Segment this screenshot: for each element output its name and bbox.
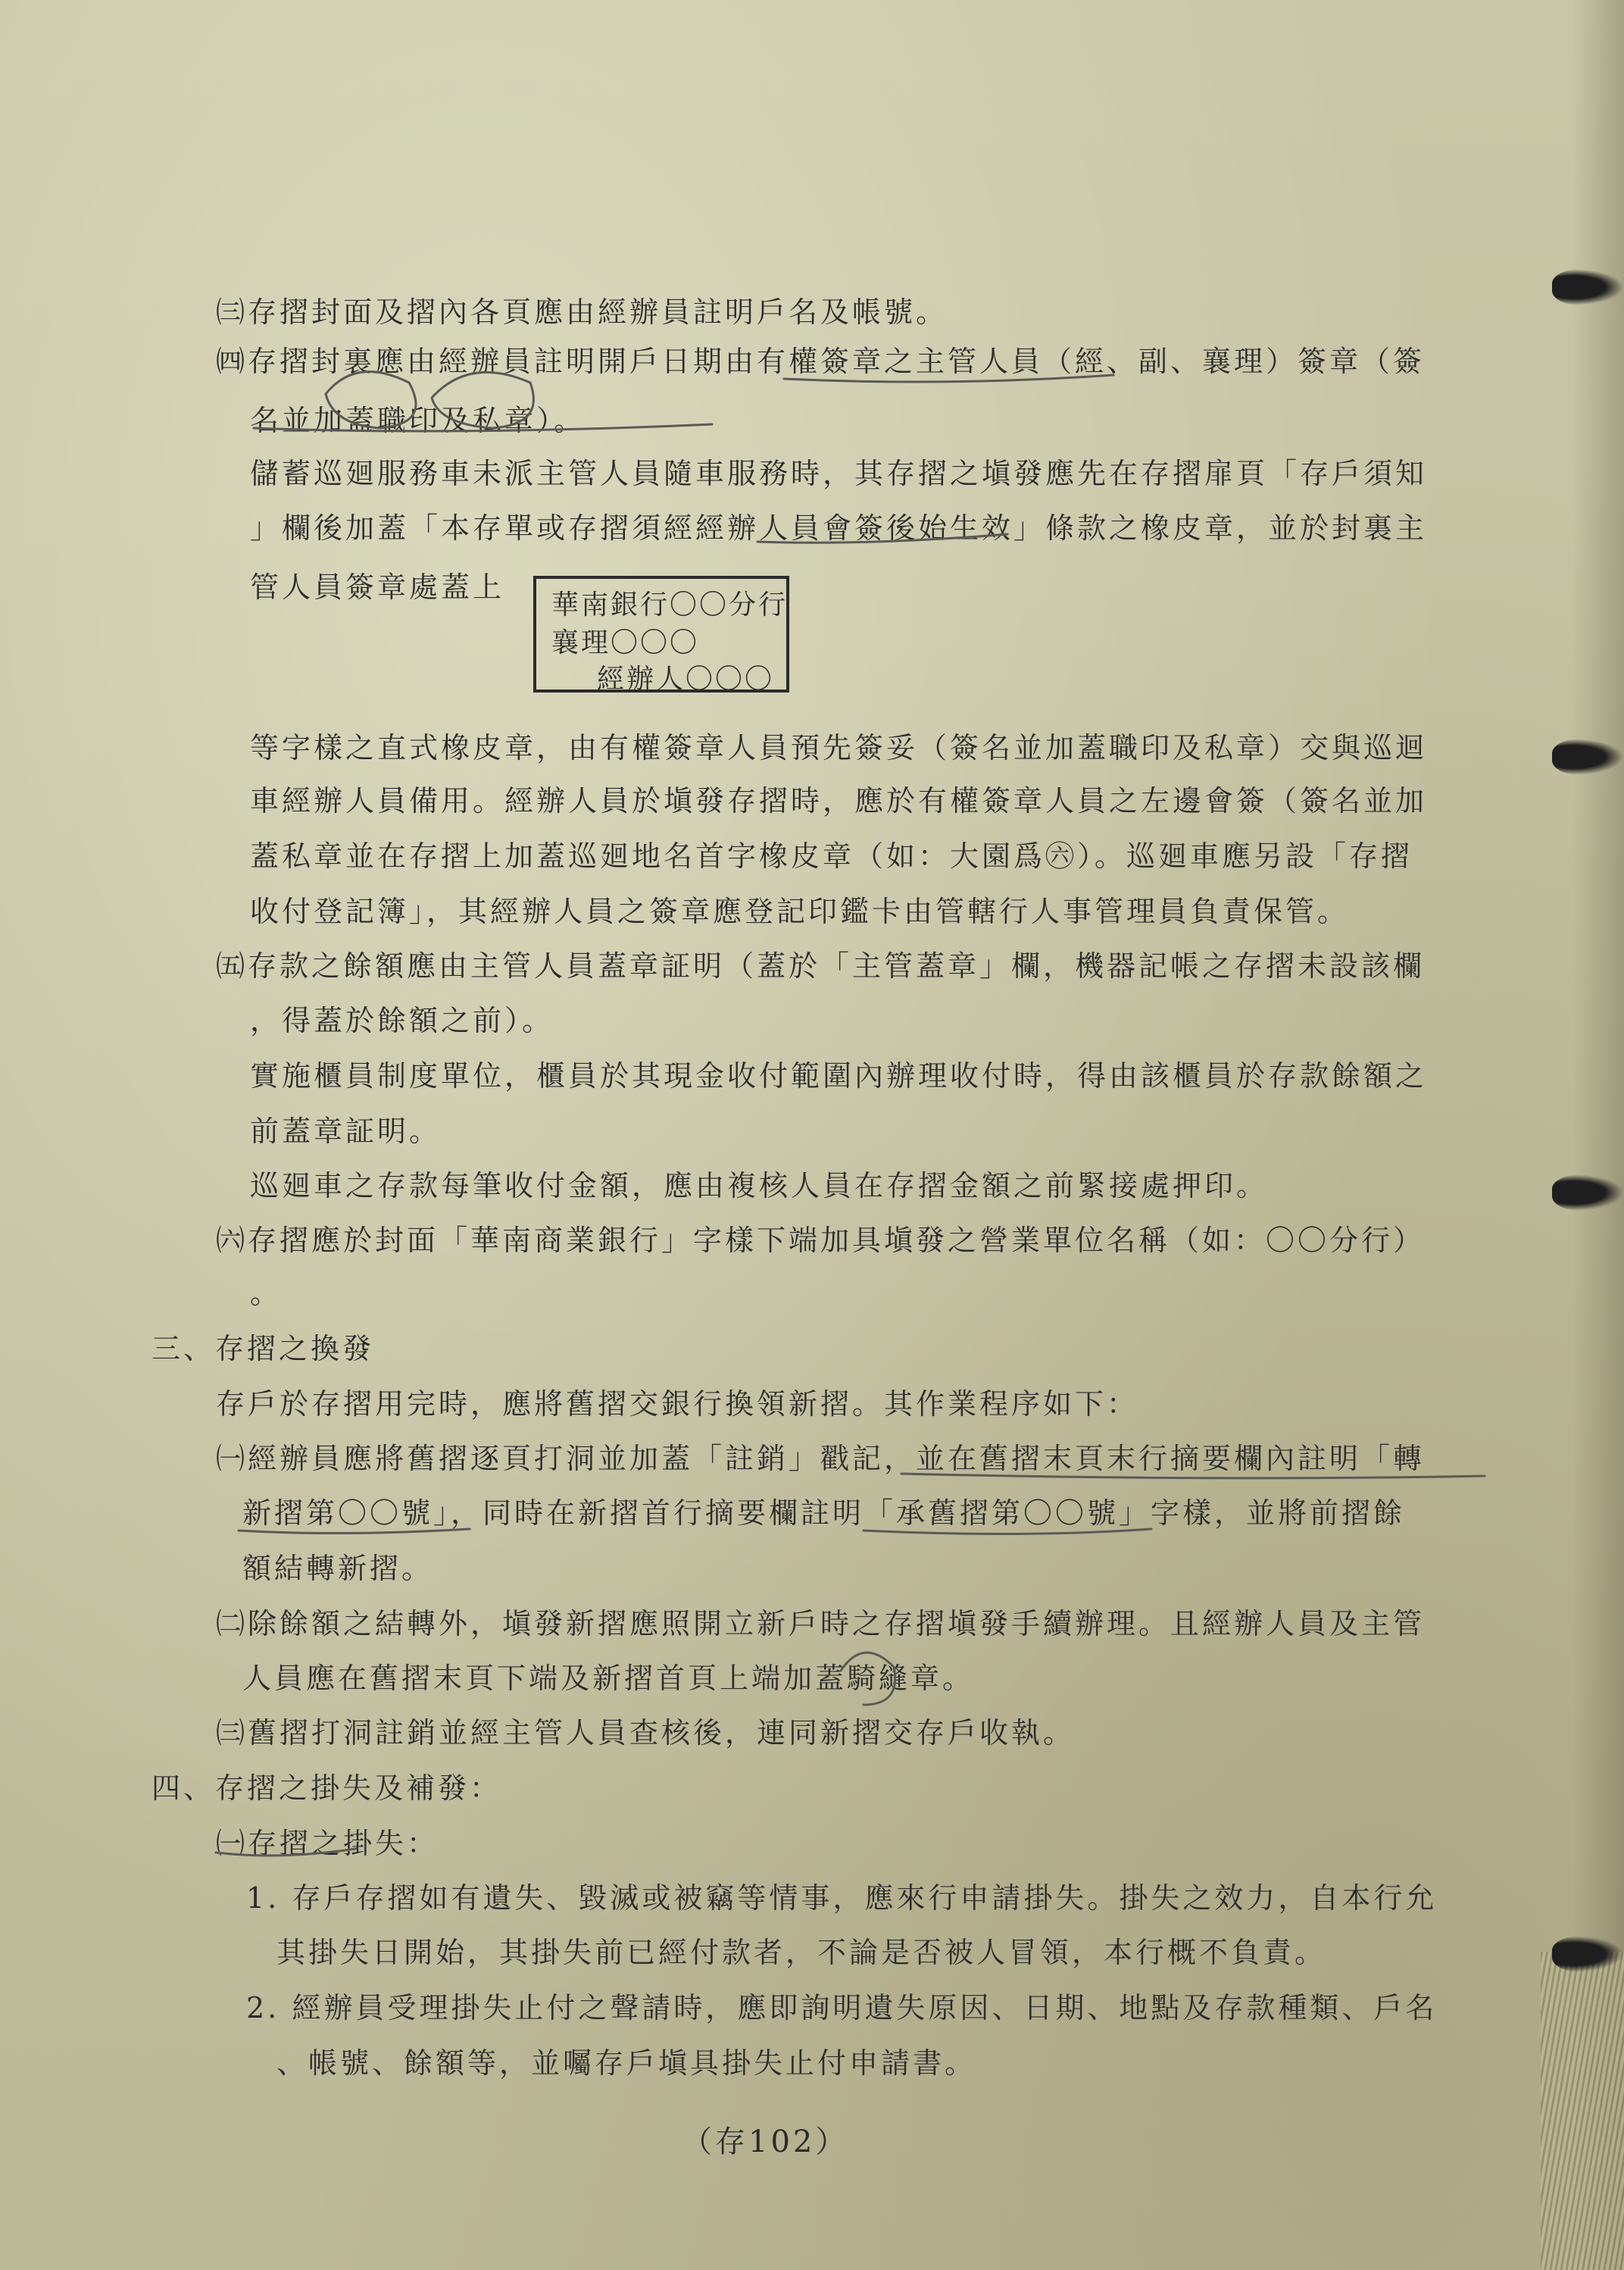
binding-hole-mark [1552, 269, 1624, 305]
binding-hole-mark [1552, 1936, 1624, 1972]
text-line: 。 [250, 1277, 283, 1310]
text-line: 其掛失日開始，其掛失前已經付款者，不論是否被人冒領，本行概不負責。 [276, 1936, 1327, 1969]
text-line: 新摺第〇〇號」，同時在新摺首行摘要欄註明「承舊摺第〇〇號」字樣，並將前摺餘 [242, 1496, 1406, 1530]
subsection-heading: ㈠存摺之掛失： [216, 1827, 439, 1860]
stamp-line-branch: 華南銀行〇〇分行 [551, 589, 789, 621]
vertical-stamp-sample [533, 576, 789, 693]
page-number: （存102） [682, 2125, 849, 2159]
text-line: 管人員簽章處蓋上 [250, 571, 505, 604]
text-line: 人員應在舊摺末頁下端及新摺首頁上端加蓋騎縫章。 [242, 1662, 975, 1695]
text-line: 車經辦人員備用。經辦人員於塡發存摺時，應於有權簽章人員之左邊會簽（簽名並加 [250, 784, 1428, 818]
text-line: 蓋私章並在存摺上加蓋巡廻地名首字橡皮章（如：大園爲㊅）。巡廻車應另設「存摺 [250, 840, 1413, 873]
binding-hole-mark [1552, 739, 1624, 775]
text-line: ㈢存摺封面及摺內各頁應由經辦員註明戶名及帳號。 [216, 295, 948, 329]
text-line: 收付登記簿」，其經辦人員之簽章應登記印鑑卡由管轄行人事管理員負責保管。 [250, 895, 1350, 928]
text-line: 存戶於存摺用完時，應將舊摺交銀行換領新摺。其作業程序如下： [216, 1387, 1139, 1421]
page-edge-shadow [1571, 0, 1624, 2270]
stamp-line-manager: 襄理〇〇〇 [551, 627, 700, 658]
text-line: ㈢舊摺打洞註銷並經主管人員查核後，連同新摺交存戶收執。 [216, 1716, 1076, 1749]
binding-hole-mark [1552, 1174, 1624, 1211]
text-line: 實施櫃員制度單位，櫃員於其現金收付範圍內辦理收付時，得由該櫃員於存款餘額之 [250, 1059, 1428, 1093]
text-line: ㈣存摺封裏應由經辦員註明開戶日期由有權簽章之主管人員（經、副、襄理）簽章（簽 [216, 345, 1426, 378]
text-line: 名並加蓋職印及私章）。 [250, 404, 586, 437]
text-line: 、帳號、餘額等，並囑存戶塡具掛失止付申請書。 [276, 2046, 977, 2080]
text-line: 儲蓄巡廻服務車未派主管人員隨車服務時，其存摺之塡發應先在存摺扉頁「存戶須知 [250, 457, 1428, 490]
section-heading: 四、存摺之掛失及補發： [151, 1771, 502, 1805]
text-line: ㈡除餘額之結轉外，塡發新摺應照開立新戶時之存摺塡發手續辦理。且經辦人員及主管 [216, 1607, 1426, 1640]
text-line: ㈠經辦員應將舊摺逐頁打洞並加蓋「註銷」戳記，並在舊摺末頁末行摘要欄內註明「轉 [216, 1442, 1426, 1475]
text-line: 額結轉新摺。 [242, 1552, 434, 1585]
frayed-page-edge [1541, 1952, 1624, 2270]
text-line: ，得蓋於餘額之前）。 [250, 1004, 554, 1037]
text-line: 」欄後加蓋「本存單或存摺須經經辦人員會簽後始生效」條款之橡皮章，並於封裏主 [250, 511, 1428, 545]
text-line: ㈤存款之餘額應由主管人員蓋章証明（蓋於「主管蓋章」欄，機器記帳之存摺未設該欄 [216, 949, 1426, 983]
text-line: 巡廻車之存款每筆收付金額，應由複核人員在存摺金額之前緊接處押印。 [250, 1169, 1269, 1202]
stamp-line-clerk: 經辦人〇〇〇 [597, 664, 775, 695]
text-line: 前蓋章証明。 [250, 1115, 442, 1148]
text-line: 等字樣之直式橡皮章，由有權簽章人員預先簽妥（簽名並加蓋職印及私章）交與巡迴 [250, 731, 1428, 764]
text-line: ㈥存摺應於封面「華南商業銀行」字樣下端加具塡發之營業單位名稱（如：〇〇分行） [216, 1224, 1426, 1257]
text-line: 2. 經辦員受理掛失止付之聲請時，應即詢明遺失原因、日期、地點及存款種類、戶名 [246, 1991, 1438, 2025]
text-line: 1. 存戶存摺如有遺失、毀滅或被竊等情事，應來行申請掛失。掛失之效力，自本行允 [246, 1881, 1438, 1915]
section-heading: 三、存摺之換發 [151, 1332, 375, 1365]
